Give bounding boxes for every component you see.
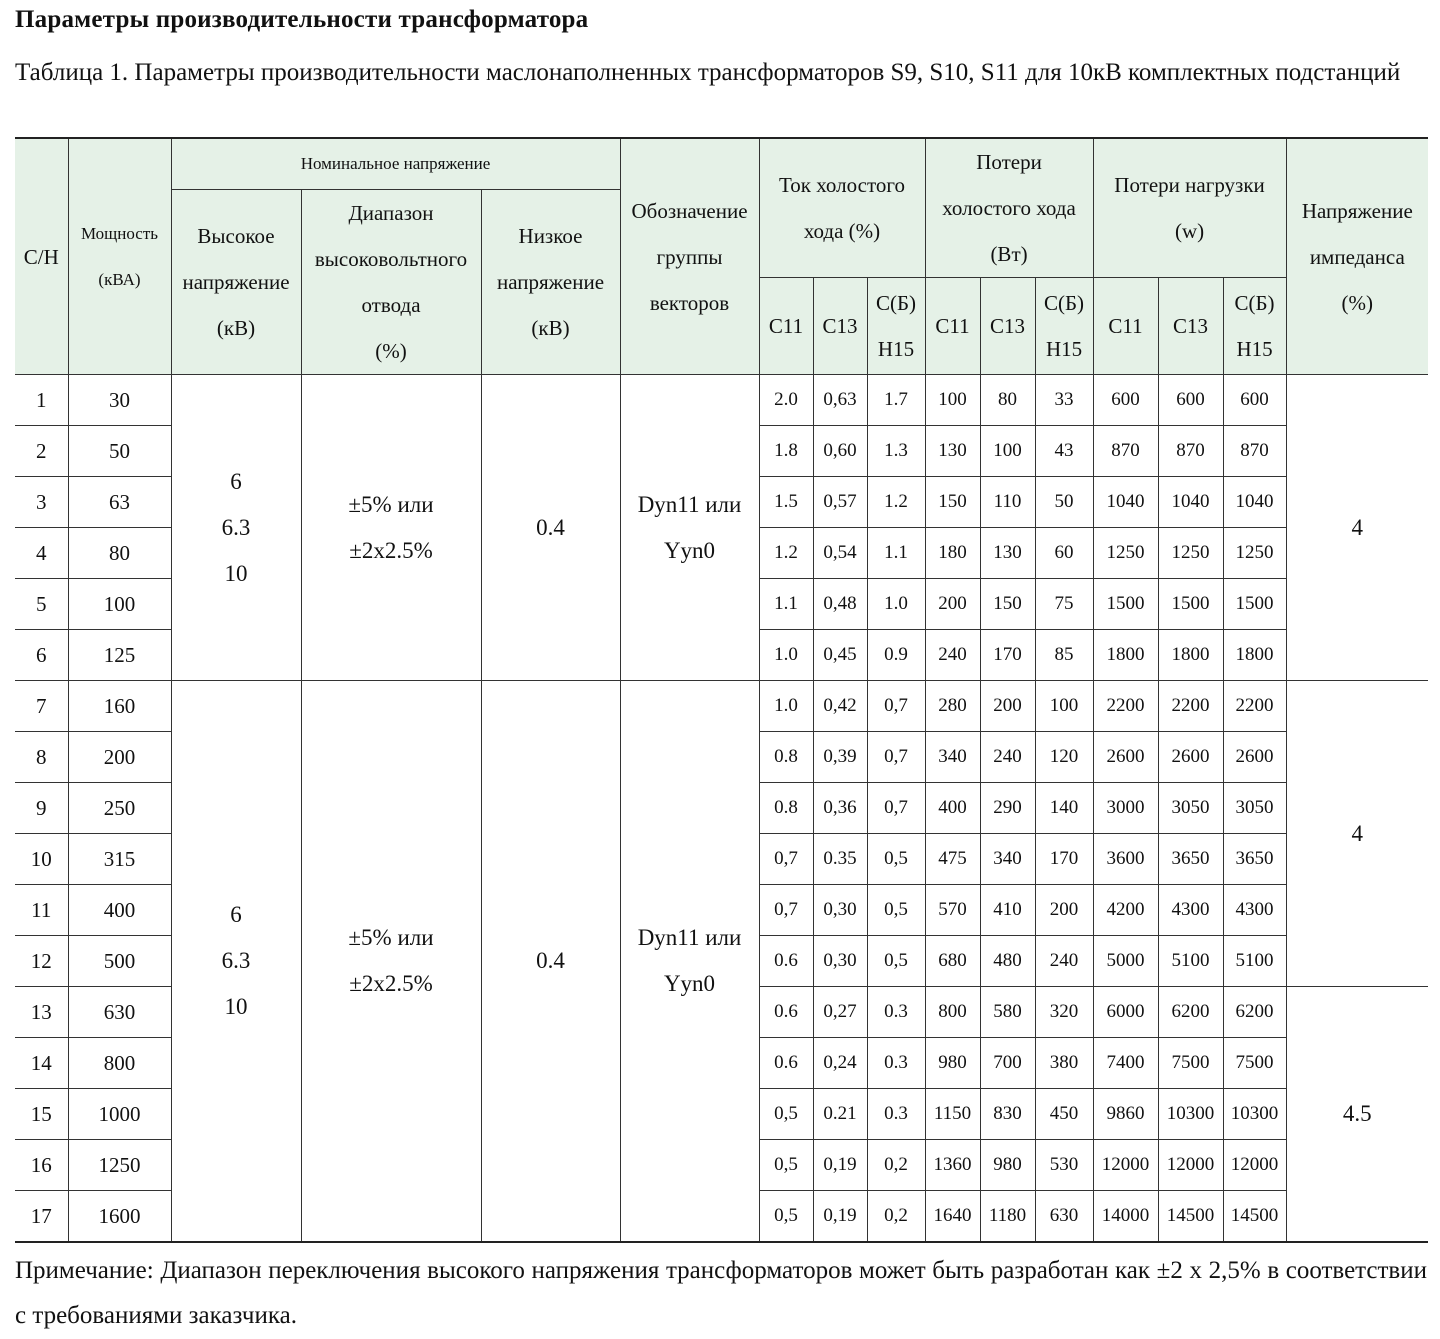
cell-load-loss-c11: 600 (1093, 375, 1158, 426)
cell-noload-current-c11: 0,7 (759, 834, 813, 885)
cell-vector-group-line: Yyn0 (663, 537, 716, 563)
cell-load-loss-cb-h15: 870 (1223, 426, 1286, 477)
cell-noload-loss-cb-h15: 170 (1035, 834, 1093, 885)
cell-noload-loss-c13: 100 (980, 426, 1035, 477)
cell-tap-range-line: ±2x2.5% (349, 537, 433, 563)
cell-vector-group (620, 681, 759, 1243)
cell-vector-group-line: Dyn11 или (637, 925, 742, 950)
header-load-loss: Потери нагрузки (w) (1093, 138, 1286, 278)
cell-noload-loss-c11: 150 (925, 477, 980, 528)
cell-noload-current-c13: 0,54 (813, 528, 867, 579)
cell-load-loss-c13: 3650 (1158, 834, 1223, 885)
cell-power: 160 (68, 681, 171, 732)
cell-noload-current-c13: 0,45 (813, 630, 867, 681)
cell-noload-loss-c13: 980 (980, 1140, 1035, 1191)
cell-load-loss-cb-h15: 3650 (1223, 834, 1286, 885)
cell-load-loss-c13: 1800 (1158, 630, 1223, 681)
cell-load-loss-cb-h15: 12000 (1223, 1140, 1286, 1191)
cell-noload-loss-cb-h15: 120 (1035, 732, 1093, 783)
cell-noload-loss-c11: 130 (925, 426, 980, 477)
header-high-voltage: Высокое напряжение (кВ) (171, 190, 301, 375)
table-body (15, 375, 1428, 1243)
cell-noload-current-c13: 0,48 (813, 579, 867, 630)
cell-noload-current-c11: 1.1 (759, 579, 813, 630)
header-noload-loss: Потери холостого хода (Вт) (925, 138, 1093, 278)
header-sn: С/Н (15, 138, 68, 375)
cell-load-loss-c13: 870 (1158, 426, 1223, 477)
cell-noload-current-c11: 2.0 (759, 375, 813, 426)
header-sub-cb-h15: С(Б) Н15 (1035, 278, 1093, 375)
cell-noload-loss-cb-h15: 450 (1035, 1089, 1093, 1140)
cell-noload-current-cb-h15: 0,7 (867, 681, 925, 732)
cell-power: 1600 (68, 1191, 171, 1243)
cell-noload-current-c13: 0,24 (813, 1038, 867, 1089)
cell-load-loss-c11: 7400 (1093, 1038, 1158, 1089)
cell-power: 315 (68, 834, 171, 885)
cell-sn: 3 (15, 477, 68, 528)
cell-high-voltage (171, 375, 301, 681)
cell-sn: 16 (15, 1140, 68, 1191)
cell-load-loss-cb-h15: 10300 (1223, 1089, 1286, 1140)
cell-sn: 10 (15, 834, 68, 885)
cell-noload-loss-cb-h15: 43 (1035, 426, 1093, 477)
cell-noload-current-cb-h15: 0.9 (867, 630, 925, 681)
cell-noload-current-cb-h15: 1.0 (867, 579, 925, 630)
cell-sn: 9 (15, 783, 68, 834)
cell-noload-current-cb-h15: 1.2 (867, 477, 925, 528)
cell-noload-loss-c13: 110 (980, 477, 1035, 528)
cell-noload-current-c13: 0,36 (813, 783, 867, 834)
cell-tap-range (301, 681, 481, 1243)
cell-noload-current-c13: 0,19 (813, 1140, 867, 1191)
cell-noload-current-c13: 0,60 (813, 426, 867, 477)
cell-noload-current-c11: 0.6 (759, 1038, 813, 1089)
cell-noload-loss-cb-h15: 75 (1035, 579, 1093, 630)
cell-power: 100 (68, 579, 171, 630)
cell-load-loss-c13: 4300 (1158, 885, 1223, 936)
cell-noload-loss-c11: 800 (925, 987, 980, 1038)
cell-noload-loss-cb-h15: 33 (1035, 375, 1093, 426)
cell-power: 30 (68, 375, 171, 426)
cell-noload-loss-c11: 280 (925, 681, 980, 732)
cell-load-loss-c11: 14000 (1093, 1191, 1158, 1243)
cell-load-loss-c13: 3050 (1158, 783, 1223, 834)
cell-noload-loss-cb-h15: 200 (1035, 885, 1093, 936)
cell-sn: 6 (15, 630, 68, 681)
cell-noload-current-c13: 0,42 (813, 681, 867, 732)
cell-noload-loss-c11: 400 (925, 783, 980, 834)
cell-noload-current-c11: 0,5 (759, 1089, 813, 1140)
cell-noload-current-cb-h15: 0,5 (867, 885, 925, 936)
cell-load-loss-cb-h15: 1250 (1223, 528, 1286, 579)
header-sub-c11: С11 (759, 278, 813, 375)
parameters-table (15, 137, 1428, 1243)
cell-load-loss-c13: 12000 (1158, 1140, 1223, 1191)
header-sub-c13: С13 (1158, 278, 1223, 375)
cell-load-loss-cb-h15: 600 (1223, 375, 1286, 426)
cell-load-loss-c11: 2200 (1093, 681, 1158, 732)
cell-tap-range-line: ±5% или (348, 925, 434, 950)
cell-noload-current-cb-h15: 1.7 (867, 375, 925, 426)
cell-tap-range-line: ±5% или (348, 491, 434, 517)
cell-load-loss-c11: 3600 (1093, 834, 1158, 885)
cell-noload-current-cb-h15: 0.3 (867, 987, 925, 1038)
cell-vector-group (620, 375, 759, 681)
cell-impedance: 4 (1286, 681, 1428, 987)
cell-noload-loss-c13: 1180 (980, 1191, 1035, 1243)
cell-sn: 11 (15, 885, 68, 936)
header-power: Мощность (кВА) (68, 138, 171, 375)
cell-noload-loss-c11: 1640 (925, 1191, 980, 1243)
cell-load-loss-cb-h15: 4300 (1223, 885, 1286, 936)
cell-noload-current-cb-h15: 0,2 (867, 1140, 925, 1191)
cell-noload-loss-cb-h15: 630 (1035, 1191, 1093, 1243)
cell-noload-loss-c11: 570 (925, 885, 980, 936)
cell-power: 630 (68, 987, 171, 1038)
cell-high-voltage-line: 6 (230, 902, 242, 927)
cell-tap-range-line: ±2x2.5% (349, 971, 433, 996)
cell-noload-current-c13: 0,57 (813, 477, 867, 528)
cell-power: 200 (68, 732, 171, 783)
cell-noload-loss-c11: 240 (925, 630, 980, 681)
cell-sn: 14 (15, 1038, 68, 1089)
cell-noload-current-c13: 0.21 (813, 1089, 867, 1140)
cell-load-loss-c11: 3000 (1093, 783, 1158, 834)
cell-noload-current-c11: 1.2 (759, 528, 813, 579)
cell-noload-current-c11: 0,7 (759, 885, 813, 936)
cell-power: 800 (68, 1038, 171, 1089)
cell-noload-loss-cb-h15: 60 (1035, 528, 1093, 579)
cell-vector-group-line: Yyn0 (663, 971, 716, 996)
cell-load-loss-cb-h15: 7500 (1223, 1038, 1286, 1089)
header-nominal-voltage: Номинальное напряжение (171, 138, 620, 190)
cell-noload-loss-cb-h15: 240 (1035, 936, 1093, 987)
cell-power: 1000 (68, 1089, 171, 1140)
cell-noload-loss-cb-h15: 320 (1035, 987, 1093, 1038)
cell-load-loss-cb-h15: 1040 (1223, 477, 1286, 528)
cell-load-loss-c13: 1250 (1158, 528, 1223, 579)
cell-noload-current-c13: 0,27 (813, 987, 867, 1038)
cell-load-loss-c13: 2200 (1158, 681, 1223, 732)
cell-noload-loss-cb-h15: 85 (1035, 630, 1093, 681)
header-low-voltage: Низкое напряжение (кВ) (481, 190, 620, 375)
cell-noload-current-c11: 0.6 (759, 987, 813, 1038)
cell-load-loss-c13: 7500 (1158, 1038, 1223, 1089)
cell-noload-current-cb-h15: 0,2 (867, 1191, 925, 1243)
cell-noload-loss-c13: 340 (980, 834, 1035, 885)
cell-high-voltage (171, 681, 301, 1243)
cell-noload-loss-c11: 1360 (925, 1140, 980, 1191)
cell-noload-current-c11: 0,5 (759, 1191, 813, 1243)
cell-noload-current-cb-h15: 0,7 (867, 783, 925, 834)
cell-impedance: 4.5 (1286, 987, 1428, 1243)
cell-noload-loss-c13: 830 (980, 1089, 1035, 1140)
header-sub-c13: С13 (980, 278, 1035, 375)
cell-noload-current-c13: 0.35 (813, 834, 867, 885)
cell-noload-current-c11: 0.8 (759, 732, 813, 783)
table-row (15, 681, 1428, 732)
cell-load-loss-c13: 5100 (1158, 936, 1223, 987)
cell-noload-current-c11: 0,5 (759, 1140, 813, 1191)
cell-power: 50 (68, 426, 171, 477)
cell-noload-loss-cb-h15: 530 (1035, 1140, 1093, 1191)
cell-power: 400 (68, 885, 171, 936)
cell-load-loss-c13: 1040 (1158, 477, 1223, 528)
cell-noload-loss-c13: 410 (980, 885, 1035, 936)
header-sub-c11: С11 (1093, 278, 1158, 375)
cell-load-loss-cb-h15: 1800 (1223, 630, 1286, 681)
cell-high-voltage-line: 10 (224, 560, 248, 586)
cell-noload-loss-c13: 80 (980, 375, 1035, 426)
cell-power: 125 (68, 630, 171, 681)
cell-load-loss-c13: 600 (1158, 375, 1223, 426)
cell-noload-current-cb-h15: 0,7 (867, 732, 925, 783)
cell-noload-current-c11: 1.0 (759, 681, 813, 732)
table-header (15, 138, 1428, 375)
cell-noload-current-c13: 0,30 (813, 936, 867, 987)
footnote: Примечание: Диапазон переключения высокого напряжения трансформаторов может быть разработан как ±2 x 2,5% в соответствии с требованиями заказчика. (15, 1257, 1427, 1329)
cell-power: 80 (68, 528, 171, 579)
cell-load-loss-c11: 2600 (1093, 732, 1158, 783)
header-noload-current: Ток холостого хода (%) (759, 138, 925, 278)
cell-noload-loss-cb-h15: 140 (1035, 783, 1093, 834)
cell-low-voltage: 0.4 (481, 681, 620, 1243)
cell-noload-current-cb-h15: 1.3 (867, 426, 925, 477)
cell-low-voltage: 0.4 (481, 375, 620, 681)
cell-high-voltage-line: 6 (230, 468, 242, 494)
cell-noload-loss-cb-h15: 100 (1035, 681, 1093, 732)
cell-load-loss-cb-h15: 5100 (1223, 936, 1286, 987)
cell-noload-current-cb-h15: 0.3 (867, 1038, 925, 1089)
cell-sn: 2 (15, 426, 68, 477)
cell-high-voltage-line: 6.3 (221, 948, 251, 973)
cell-noload-current-cb-h15: 1.1 (867, 528, 925, 579)
header-sub-c13: С13 (813, 278, 867, 375)
cell-noload-current-c13: 0,30 (813, 885, 867, 936)
cell-noload-loss-c11: 1150 (925, 1089, 980, 1140)
cell-load-loss-c11: 1040 (1093, 477, 1158, 528)
cell-sn: 4 (15, 528, 68, 579)
cell-noload-loss-c13: 700 (980, 1038, 1035, 1089)
cell-tap-range (301, 375, 481, 681)
cell-noload-current-cb-h15: 0,5 (867, 834, 925, 885)
cell-noload-loss-c13: 290 (980, 783, 1035, 834)
cell-high-voltage-line: 6.3 (221, 514, 251, 540)
cell-load-loss-c11: 1500 (1093, 579, 1158, 630)
cell-load-loss-c13: 6200 (1158, 987, 1223, 1038)
cell-noload-current-c11: 1.8 (759, 426, 813, 477)
cell-load-loss-c11: 4200 (1093, 885, 1158, 936)
cell-sn: 13 (15, 987, 68, 1038)
cell-load-loss-c11: 5000 (1093, 936, 1158, 987)
cell-sn: 5 (15, 579, 68, 630)
cell-noload-loss-c13: 240 (980, 732, 1035, 783)
cell-noload-loss-cb-h15: 380 (1035, 1038, 1093, 1089)
cell-load-loss-cb-h15: 14500 (1223, 1191, 1286, 1243)
cell-load-loss-cb-h15: 2200 (1223, 681, 1286, 732)
cell-power: 1250 (68, 1140, 171, 1191)
cell-noload-loss-c11: 475 (925, 834, 980, 885)
cell-impedance: 4 (1286, 375, 1428, 681)
cell-noload-current-cb-h15: 0,5 (867, 936, 925, 987)
cell-power: 500 (68, 936, 171, 987)
cell-noload-loss-c13: 130 (980, 528, 1035, 579)
cell-noload-current-c13: 0,39 (813, 732, 867, 783)
cell-noload-loss-c13: 150 (980, 579, 1035, 630)
header-sub-c11: С11 (925, 278, 980, 375)
cell-noload-current-c11: 0.8 (759, 783, 813, 834)
cell-sn: 12 (15, 936, 68, 987)
header-tap-range: Диапазон высоковольтного отвода (%) (301, 190, 481, 375)
cell-noload-loss-cb-h15: 50 (1035, 477, 1093, 528)
cell-high-voltage-line: 10 (224, 994, 248, 1019)
cell-load-loss-c13: 10300 (1158, 1089, 1223, 1140)
cell-noload-current-c13: 0,19 (813, 1191, 867, 1243)
cell-load-loss-c11: 12000 (1093, 1140, 1158, 1191)
cell-noload-current-c11: 1.5 (759, 477, 813, 528)
cell-load-loss-cb-h15: 3050 (1223, 783, 1286, 834)
cell-noload-loss-c13: 580 (980, 987, 1035, 1038)
cell-vector-group-line: Dyn11 или (637, 491, 742, 517)
cell-load-loss-c13: 1500 (1158, 579, 1223, 630)
cell-load-loss-c11: 1250 (1093, 528, 1158, 579)
header-sub-cb-h15: С(Б) Н15 (867, 278, 925, 375)
cell-noload-loss-c13: 200 (980, 681, 1035, 732)
cell-load-loss-c11: 9860 (1093, 1089, 1158, 1140)
cell-load-loss-cb-h15: 6200 (1223, 987, 1286, 1038)
header-vector-group: Обозначение группы векторов (620, 138, 759, 375)
header-sub-cb-h15: С(Б) Н15 (1223, 278, 1286, 375)
cell-noload-current-cb-h15: 0.3 (867, 1089, 925, 1140)
cell-noload-loss-c11: 100 (925, 375, 980, 426)
cell-noload-loss-c13: 170 (980, 630, 1035, 681)
cell-sn: 1 (15, 375, 68, 426)
cell-noload-current-c11: 0.6 (759, 936, 813, 987)
cell-load-loss-cb-h15: 2600 (1223, 732, 1286, 783)
cell-load-loss-c11: 870 (1093, 426, 1158, 477)
cell-load-loss-c13: 2600 (1158, 732, 1223, 783)
cell-load-loss-c13: 14500 (1158, 1191, 1223, 1243)
cell-noload-loss-c11: 180 (925, 528, 980, 579)
header-impedance: Напряжение импеданса (%) (1286, 138, 1428, 375)
table-row (15, 375, 1428, 426)
cell-noload-loss-c11: 200 (925, 579, 980, 630)
cell-noload-loss-c11: 680 (925, 936, 980, 987)
cell-load-loss-cb-h15: 1500 (1223, 579, 1286, 630)
cell-power: 63 (68, 477, 171, 528)
cell-noload-current-c11: 1.0 (759, 630, 813, 681)
table-caption: Таблица 1. Параметры производительности маслонаполненных трансформаторов S9, S10, S11 для 10кВ комплектных подстанций (15, 59, 1401, 86)
cell-power: 250 (68, 783, 171, 834)
cell-sn: 17 (15, 1191, 68, 1243)
cell-load-loss-c11: 1800 (1093, 630, 1158, 681)
cell-sn: 8 (15, 732, 68, 783)
page-title: Параметры производительности трансформатора (15, 6, 589, 33)
cell-noload-current-c13: 0,63 (813, 375, 867, 426)
cell-noload-loss-c11: 980 (925, 1038, 980, 1089)
cell-noload-loss-c13: 480 (980, 936, 1035, 987)
cell-load-loss-c11: 6000 (1093, 987, 1158, 1038)
cell-noload-loss-c11: 340 (925, 732, 980, 783)
cell-sn: 15 (15, 1089, 68, 1140)
cell-sn: 7 (15, 681, 68, 732)
